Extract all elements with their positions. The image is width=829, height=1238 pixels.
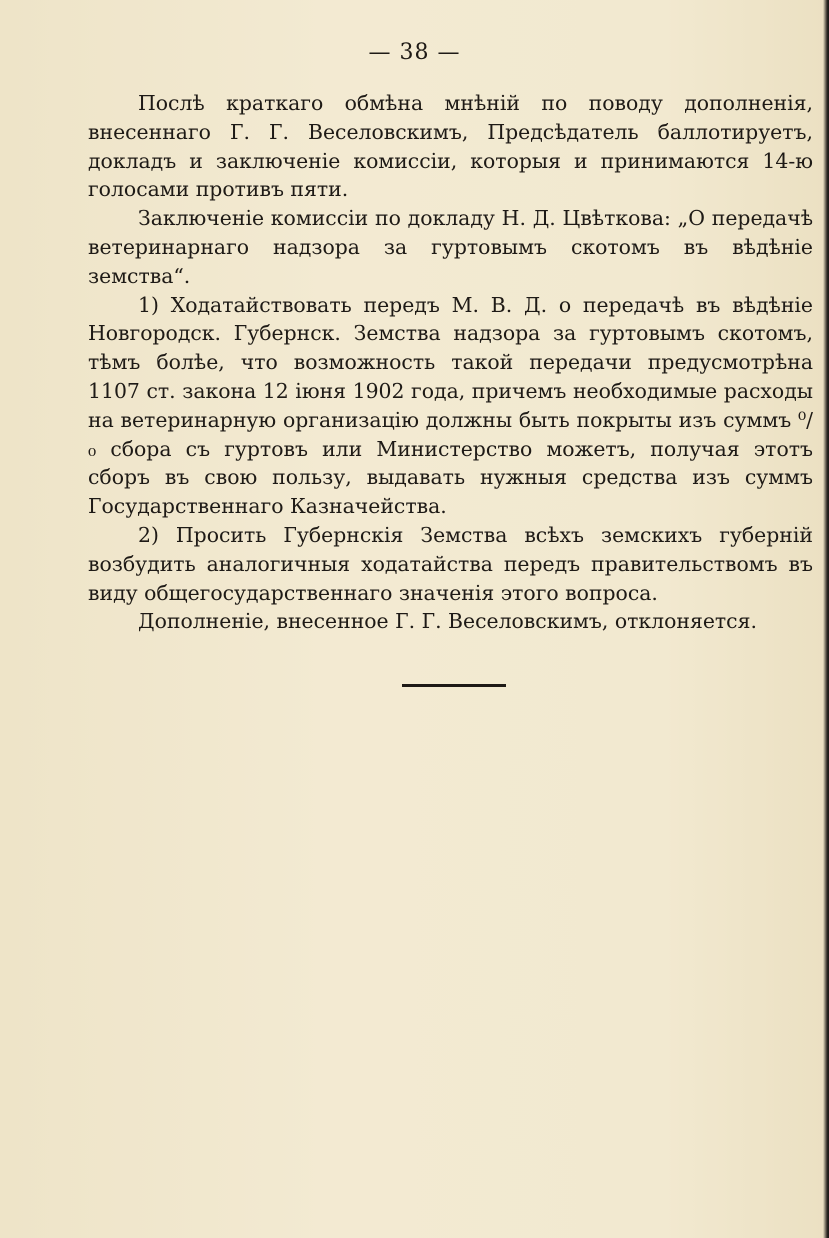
body-text — [88, 89, 813, 636]
page-number: — 38 — — [368, 40, 461, 65]
paragraph-amendment-rejected: Дополненіе, внесенное Г. Г. Веселовскимъ, отклоняется. — [138, 609, 757, 634]
section-divider-rule — [402, 684, 506, 687]
page-edge-shadow — [823, 0, 829, 1238]
paragraph-commission-conclusion: Заключеніе комиссіи по докладу Н. Д. Цвѣткова: „О передачѣ ветеринарнаго надзора за гуртовымъ скотомъ въ вѣдѣніе земства“. — [88, 206, 813, 288]
paragraph-item-1: 1) Ходатайствовать передъ М. В. Д. о передачѣ въ вѣдѣніе Новгородск. Губернск. Земства надзора за гуртовымъ скотомъ, тѣмъ болѣе, что возможность такой передачи предусмотрѣна 1107 ст. закона 12 іюня 1902 года, причемъ необходимые расходы на ветеринарную организацію должны быть покрыты изъ суммъ ⁰/₀ сбора съ гуртовъ или Министерство можетъ, получая этотъ сборъ въ свою пользу, выдавать нужныя средства изъ суммъ Государственнаго Казначейства. — [88, 292, 813, 519]
paragraph-item-2: 2) Просить Губернскія Земства всѣхъ земскихъ губерній возбудить аналогичныя ходатайства передъ правительствомъ въ виду общегосударственнаго значенія этого вопроса. — [88, 522, 813, 605]
paragraph-vote-result: Послѣ краткаго обмѣна мнѣній по поводу дополненія, внесеннаго Г. Г. Веселовскимъ, Предсѣдатель баллотируетъ, докладъ и заключеніе комиссіи, которыя и принимаются 14-ю голосами противъ пяти. — [88, 91, 813, 202]
